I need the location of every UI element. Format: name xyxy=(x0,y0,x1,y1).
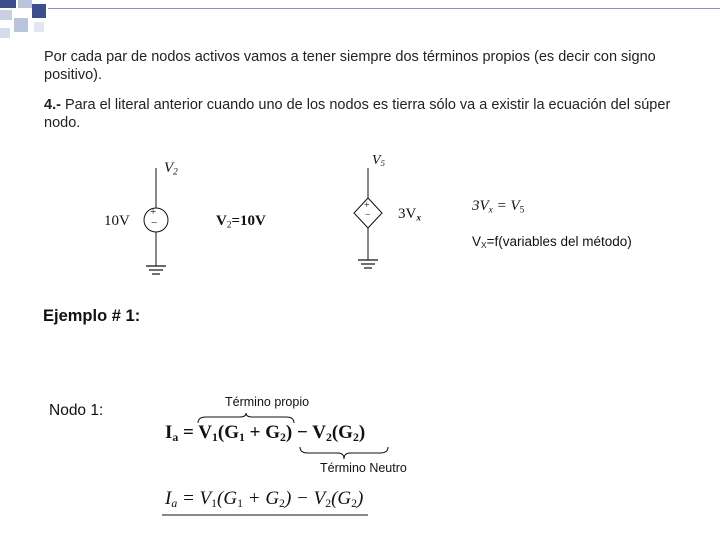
item-number: 4.- xyxy=(44,97,61,113)
source-value-10v: 10V xyxy=(104,213,130,229)
paragraph-active-nodes xyxy=(44,48,684,84)
paragraph-text: Para el literal anterior cuando uno de los nodos es tierra sólo va a existir la ecuación del súper nodo. xyxy=(44,97,671,131)
node-label-v5: $V_5$ xyxy=(372,153,385,169)
equation-v2: $V_2=10V$ xyxy=(216,213,266,231)
example-heading: Ejemplo # 1: xyxy=(43,307,141,325)
equation-underline xyxy=(162,513,372,517)
plus-sign: + xyxy=(150,206,157,218)
equation-node1-bold: $I_a = V_1(G_1 + G_2) - V_2(G_2)$ xyxy=(165,422,366,444)
equation-3vx-v5: $3V_x = V_5$ xyxy=(472,198,525,216)
voltage-source-diagram xyxy=(140,168,180,280)
label-own-term: Término propio xyxy=(225,395,310,409)
minus-sign: − xyxy=(151,217,158,229)
dependent-source-diagram xyxy=(352,168,392,280)
paragraph-supernode xyxy=(44,96,684,132)
plus-sign: + xyxy=(364,200,370,211)
equation-node1-italic: $I_a = V_1(G_1 + G_2) - V_2(G_2)$ xyxy=(165,488,364,510)
vx-function-note: $V_X=f(variables$ del método) xyxy=(472,234,632,251)
paragraph-text: Por cada par de nodos activos vamos a tener siempre dos términos propios (es decir con signo positivo). xyxy=(44,49,656,83)
brace-neutral-term xyxy=(298,446,390,460)
node-label-v2: $V_2$ xyxy=(164,160,178,178)
decorative-squares xyxy=(0,0,720,44)
label-neutral-term: Término Neutro xyxy=(320,461,407,475)
node-label: Nodo 1: xyxy=(49,402,104,419)
minus-sign: − xyxy=(365,210,371,221)
dependent-source-value: $3V_x$ xyxy=(398,206,421,224)
